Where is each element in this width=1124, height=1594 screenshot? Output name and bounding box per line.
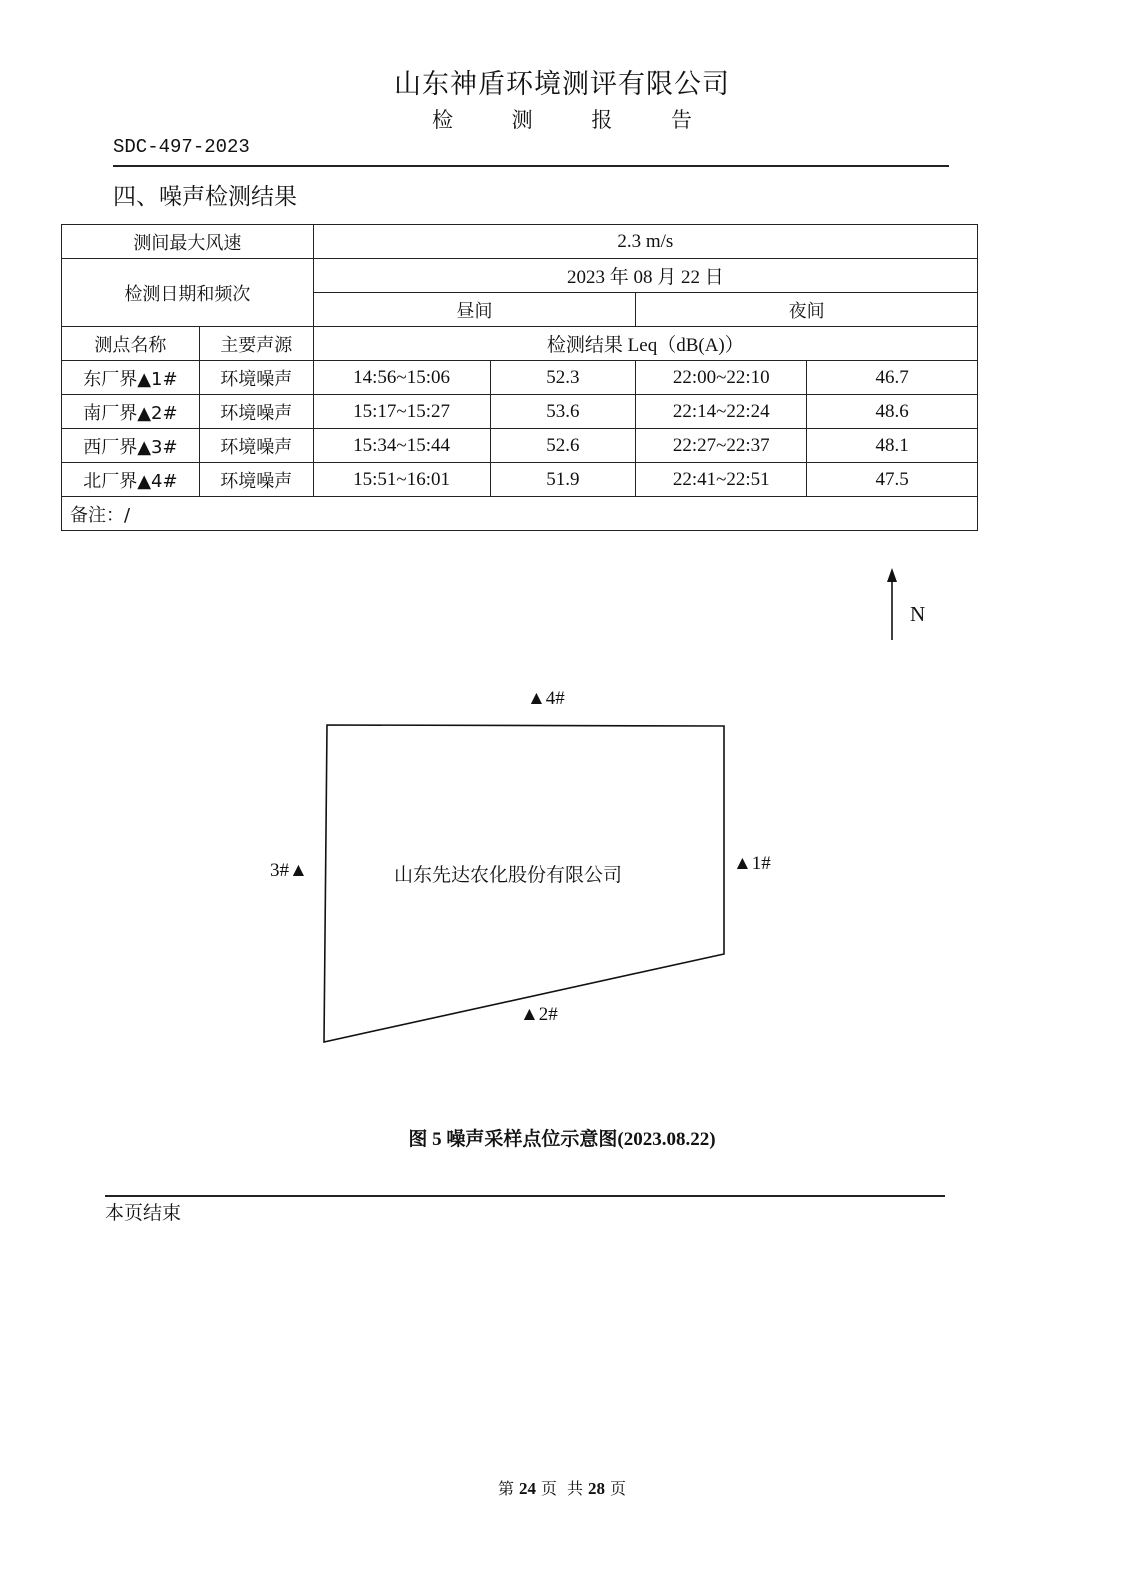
sampling-point-diagram bbox=[0, 560, 1124, 1080]
pager-total: 28 bbox=[588, 1479, 606, 1498]
col-result: 检测结果 Leq（dB(A)） bbox=[313, 327, 977, 361]
company-name: 山东神盾环境测评有限公司 bbox=[394, 69, 730, 100]
point-name: 西厂界▲3# bbox=[62, 429, 200, 463]
table-row bbox=[62, 463, 978, 497]
noise-source: 环境噪声 bbox=[199, 361, 313, 395]
report-type: 检 测 报 告 bbox=[431, 108, 719, 132]
date-label: 检测日期和频次 bbox=[62, 259, 314, 327]
site-name: 山东先达农化股份有限公司 bbox=[394, 864, 623, 886]
noise-source: 环境噪声 bbox=[199, 395, 313, 429]
point-name: 东厂界▲1# bbox=[62, 361, 200, 395]
page-end-note: 本页结束 bbox=[105, 1202, 182, 1224]
north-label: N bbox=[910, 602, 926, 626]
point-2-marker: ▲2# bbox=[520, 1004, 558, 1025]
figure-caption: 图 5 噪声采样点位示意图(2023.08.22) bbox=[408, 1129, 716, 1150]
night-value: 46.7 bbox=[807, 361, 978, 395]
header-divider bbox=[113, 165, 949, 167]
wind-value: 2.3 m/s bbox=[313, 225, 977, 259]
night-time: 22:14~22:24 bbox=[636, 395, 807, 429]
footer-divider bbox=[105, 1195, 945, 1197]
table-row bbox=[62, 361, 978, 395]
day-value: 52.6 bbox=[490, 429, 636, 463]
day-time: 15:51~16:01 bbox=[313, 463, 490, 497]
date-value: 2023 年 08 月 22 日 bbox=[313, 259, 977, 293]
night-value: 48.1 bbox=[807, 429, 978, 463]
day-value: 51.9 bbox=[490, 463, 636, 497]
noise-source: 环境噪声 bbox=[199, 429, 313, 463]
date-row bbox=[62, 259, 978, 293]
table-row bbox=[62, 429, 978, 463]
pager-mid2: 共 bbox=[567, 1481, 584, 1498]
pager-current: 24 bbox=[518, 1479, 536, 1498]
noise-results-table bbox=[61, 224, 978, 531]
note-row bbox=[62, 497, 978, 531]
day-value: 53.6 bbox=[490, 395, 636, 429]
point-4-marker: ▲4# bbox=[527, 688, 565, 709]
day-label: 昼间 bbox=[313, 293, 636, 327]
note: 备注：/ bbox=[62, 497, 978, 531]
noise-source: 环境噪声 bbox=[199, 463, 313, 497]
day-value: 52.3 bbox=[490, 361, 636, 395]
column-header-row bbox=[62, 327, 978, 361]
col-source: 主要声源 bbox=[199, 327, 313, 361]
night-value: 47.5 bbox=[807, 463, 978, 497]
day-time: 15:34~15:44 bbox=[313, 429, 490, 463]
section-title: 四、噪声检测结果 bbox=[113, 184, 297, 210]
night-time: 22:00~22:10 bbox=[636, 361, 807, 395]
pager-mid1: 页 bbox=[540, 1481, 557, 1498]
wind-row bbox=[62, 225, 978, 259]
point-name: 北厂界▲4# bbox=[62, 463, 200, 497]
point-3-marker: 3#▲ bbox=[270, 860, 308, 881]
night-label: 夜间 bbox=[636, 293, 978, 327]
day-time: 15:17~15:27 bbox=[313, 395, 490, 429]
page-number bbox=[0, 1476, 1124, 1499]
table-row bbox=[62, 395, 978, 429]
point-name: 南厂界▲2# bbox=[62, 395, 200, 429]
col-point: 测点名称 bbox=[62, 327, 200, 361]
night-time: 22:41~22:51 bbox=[636, 463, 807, 497]
wind-label: 测间最大风速 bbox=[62, 225, 314, 259]
north-arrow-icon bbox=[887, 568, 897, 640]
report-number: SDC-497-2023 bbox=[113, 136, 250, 158]
day-time: 14:56~15:06 bbox=[313, 361, 490, 395]
point-1-marker: ▲1# bbox=[733, 853, 771, 874]
pager-prefix: 第 bbox=[497, 1481, 514, 1498]
night-value: 48.6 bbox=[807, 395, 978, 429]
night-time: 22:27~22:37 bbox=[636, 429, 807, 463]
pager-suffix: 页 bbox=[610, 1481, 627, 1498]
